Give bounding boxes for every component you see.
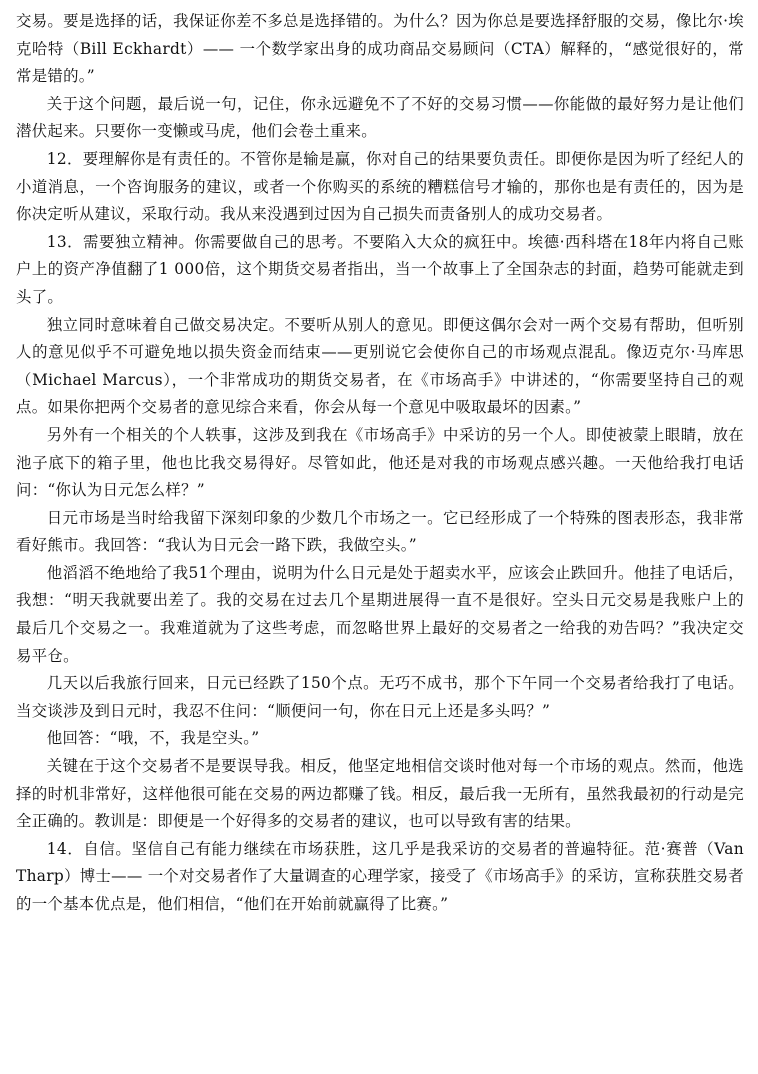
paragraph-return: 几天以后我旅行回来，日元已经跌了150个点。无巧不成书，那个下午同一个交易者给我打了电话。当交谈涉及到日元时，我忍不住问：“顺便问一句，你在日元上还是多头吗？”	[16, 674, 744, 720]
paragraph-anecdote: 另外有一个相关的个人轶事，这涉及到我在《市场高手》中采访的另一个人。即使被蒙上眼睛，放在池子底下的箱子里，他也比我交易得好。尽管如此，他还是对我的市场观点感兴趣。一天他给我打电话问：“你认为日元怎么样？”	[16, 425, 744, 500]
paragraph-reply: 他回答：“哦，不，我是空头。”	[46, 729, 260, 748]
paragraph-independence: 独立同时意味着自己做交易决定。不要听从别人的意见。即便这偶尔会对一两个交易有帮助，但听别人的意见似乎不可避免地以损失资金而结束——更别说它会使你自己的市场观点混乱。像迈克尔·马库思（Michael Marcus），一个非常成功的期货交易者，在《市场高手》中讲述的，“你需要坚持自己的观点。如果你把两个交易者的意见综合来看，你会从每一个意见中吸取最坏的因素。”	[16, 315, 744, 417]
paragraph-point-13: 13．需要独立精神。你需要做自己的思考。不要陷入大众的疯狂中。埃德·西科塔在18年内将自己账户上的资产净值翻了1 000倍，这个期货交易者指出，当一个故事上了全国杂志的封面，趋势可能就走到头了。	[16, 232, 744, 306]
paragraph-lesson: 关键在于这个交易者不是要误导我。相反，他坚定地相信交谈时他对每一个市场的观点。然而，他选择的时机非常好，这样他很可能在交易的两边都赚了钱。相反，最后我一无所有，虽然我最初的行动是完全正确的。教训是：即便是一个好得多的交易者的建议，也可以导致有害的结果。	[16, 757, 744, 831]
paragraph-point-12: 12．要理解你是有责任的。不管你是输是赢，你对自己的结果要负责任。即便你是因为听了经纪人的小道消息，一个咨询服务的建议，或者一个你购买的系统的糟糕信号才输的，那你也是有责任的，因为是你决定听从建议，采取行动。我从来没遇到过因为自己损失而责备别人的成功交易者。	[16, 149, 744, 224]
paragraph-continuation: 交易。要是选择的话，我保证你差不多总是选择错的。为什么？因为你总是要选择舒服的交易，像比尔·埃克哈特（Bill Eckhardt）—— 一个数学家出身的成功商品交易顾问（CTA）解释的，“感觉很好的，常常是错的。”	[16, 12, 744, 86]
paragraph-point-14: 14．自信。坚信自己有能力继续在市场获胜，这几乎是我采访的交易者的普遍特征。范·赛普（Van Tharp）博士—— 一个对交易者作了大量调查的心理学家，接受了《市场高手》的采访，宣称获胜交易者的一个基本优点是，他们相信，“他们在开始前就赢得了比赛。”	[16, 839, 744, 913]
paragraph-bad-habits: 关于这个问题，最后说一句，记住，你永远避免不了不好的交易习惯——你能做的最好努力是让他们潜伏起来。只要你一变懒或马虎，他们会卷土重来。	[16, 94, 744, 141]
paragraph-yen-market: 日元市场是当时给我留下深刻印象的少数几个市场之一。它已经形成了一个特殊的图表形态，我非常看好熊市。我回答：“我认为日元会一路下跌，我做空头。”	[16, 508, 744, 555]
paragraph-51-reasons: 他滔滔不绝地给了我51个理由，说明为什么日元是处于超卖水平，应该会止跌回升。他挂了电话后，我想：“明天我就要出差了。我的交易在过去几个星期进展得一直不是很好。空头日元交易是我账户上的最后几个交易之一。我难道就为了这些考虑，而忽略世界上最好的交易者之一给我的劝告吗？”我决定交易平仓。	[16, 563, 744, 665]
